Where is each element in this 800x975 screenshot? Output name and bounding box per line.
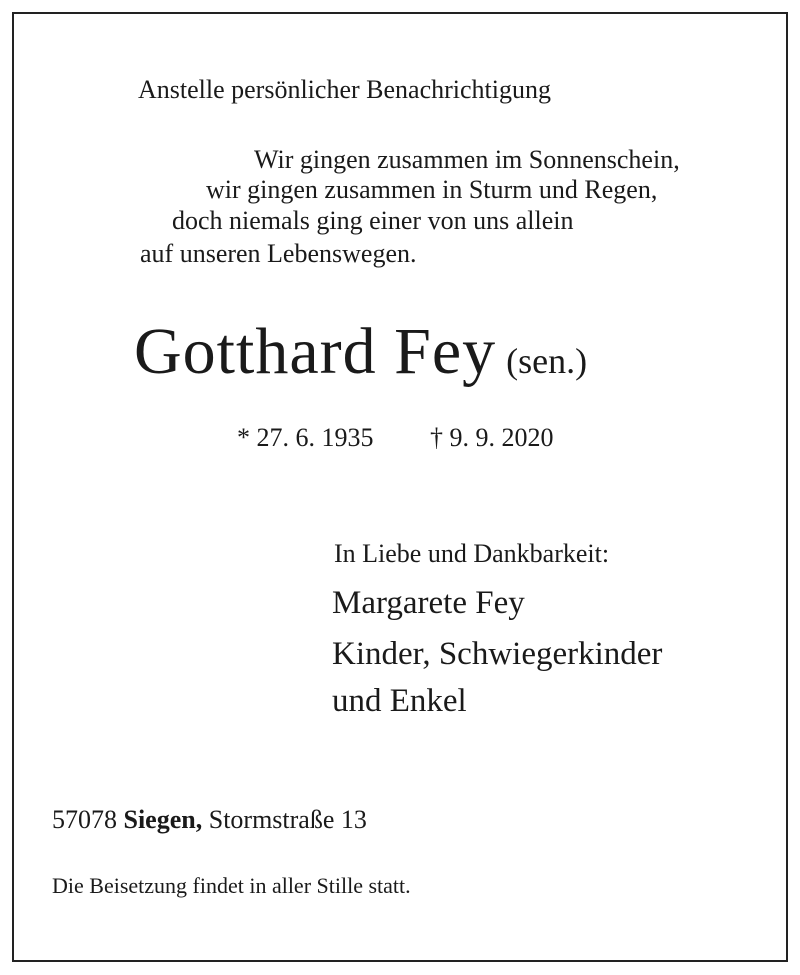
mourner-line: Margarete Fey (332, 585, 525, 621)
poem-line: Wir gingen zusammen im Sonnenschein, (254, 145, 680, 174)
deceased-name-suffix: (sen.) (506, 341, 588, 381)
poem-line: doch niemals ging einer von uns allein (172, 206, 574, 235)
address-postcode: 57078 (52, 805, 117, 834)
mourners-heading: In Liebe und Dankbarkeit: (334, 539, 610, 568)
poem-line: wir gingen zusammen in Sturm und Regen, (206, 175, 658, 204)
address-city: Siegen, (123, 805, 203, 834)
death-date: † 9. 9. 2020 (430, 423, 554, 452)
birth-date: * 27. 6. 1935 (237, 423, 374, 452)
address (52, 804, 367, 836)
mourner-line: Kinder, Schwiegerkinder (332, 636, 663, 672)
funeral-notice: Die Beisetzung findet in aller Stille statt. (52, 873, 411, 898)
obituary-notice (12, 12, 788, 962)
deceased-name-block (134, 312, 587, 401)
deceased-name: Gotthard Fey (134, 315, 497, 388)
address-street: Stormstraße 13 (208, 805, 367, 834)
mourner-line: und Enkel (332, 683, 467, 719)
intro-text: Anstelle persönlicher Benachrichtigung (138, 75, 551, 104)
poem-line: auf unseren Lebenswegen. (140, 239, 417, 268)
